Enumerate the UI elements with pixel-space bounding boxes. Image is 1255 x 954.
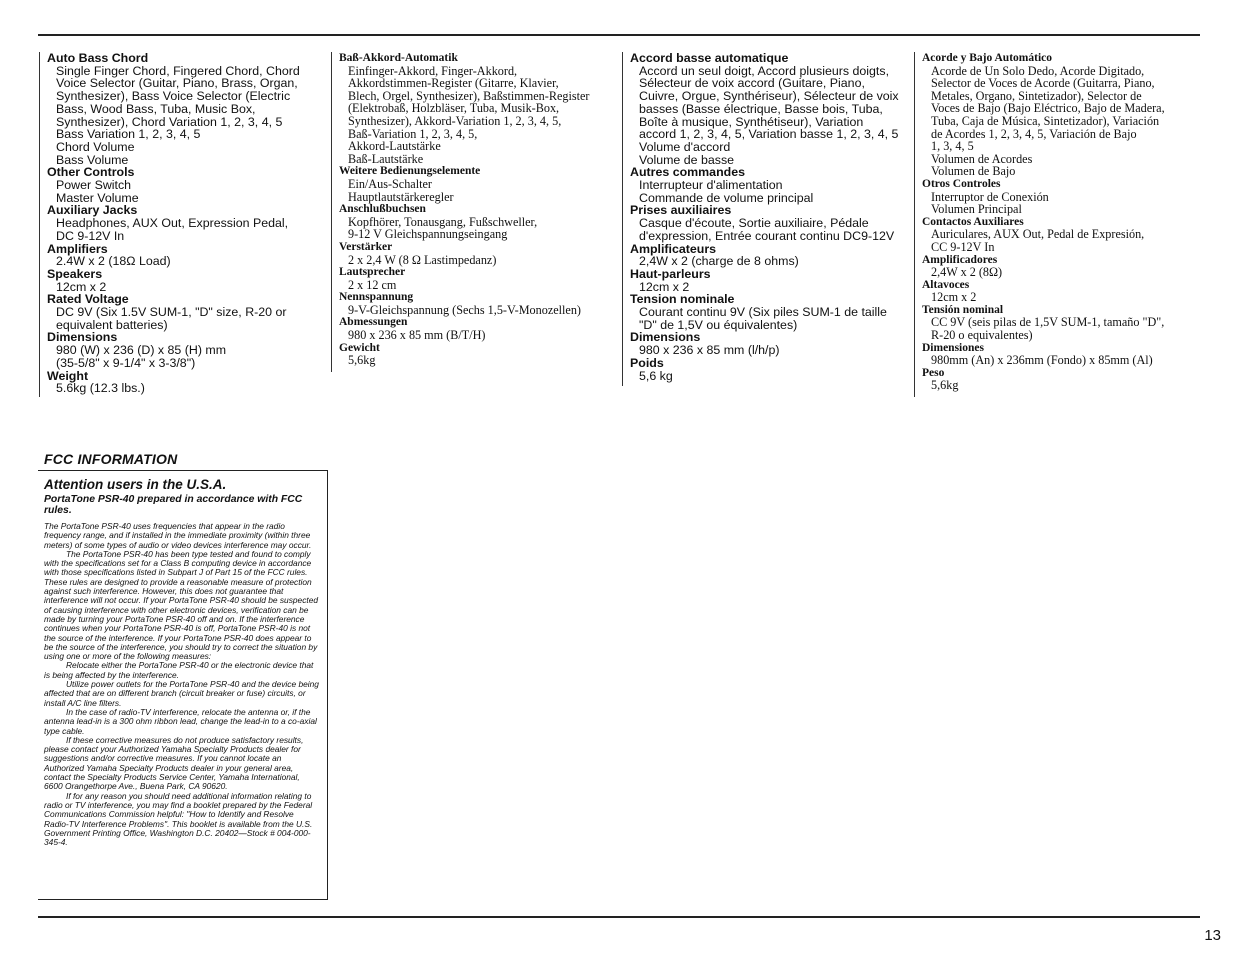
fcc-paragraph: The PortaTone PSR-40 has been type tested and found to comply with the specifications set for a Class B computing device in accordance with those specifications listed in Subpart J of Part 15 of the FCC rules. These rules are designed to provide a reasonable measure of protection against such interference. However, this does not guarantee that interference will not occur. If your PortaTone PSR-40 should be suspected of causing interference with other electronic devices, verification can be made by turning your PortaTone PSR-40 off and on. If the interference continues when your PortaTone PSR-40 is off, PortaTone PSR-40 is not the source of the interference. If your PortaTone PSR-40 does appear to be the source of the interference, you should try to correct the situation by using one or more of the following measures: bbox=[44, 548, 319, 662]
spec-heading: Weitere Bedienungselemente bbox=[339, 165, 481, 178]
spec-line: 12cm x 2 bbox=[639, 279, 690, 294]
spec-values bbox=[47, 306, 327, 331]
spec-heading: Haut-parleurs bbox=[630, 266, 711, 281]
spec-line: Volumen Principal bbox=[931, 202, 1022, 217]
spec-line: 5,6kg bbox=[348, 353, 376, 368]
spec-line: Voice Selector (Guitar, Piano, Brass, Organ, bbox=[56, 76, 298, 91]
spec-line: 9-V-Gleichspannung (Sechs 1,5-V-Monozellen) bbox=[348, 302, 581, 317]
fcc-subheading: PortaTone PSR-40 prepared in accordance with FCC rules. bbox=[44, 494, 303, 516]
spec-heading: Acorde y Bajo Automático bbox=[922, 52, 1052, 64]
spec-line: 5.6kg (12.3 lbs.) bbox=[56, 381, 145, 396]
spec-line: Kopfhörer, Tonausgang, Fußschweller, bbox=[348, 214, 538, 229]
spec-line: Volumen de Acordes bbox=[931, 151, 1033, 166]
spec-line: 2,4W x 2 (8Ω) bbox=[931, 265, 1003, 280]
spec-line: Commande de volume principal bbox=[639, 190, 814, 205]
fcc-body bbox=[44, 522, 319, 847]
spec-heading: Tensión nominal bbox=[922, 303, 1004, 316]
spec-line: 980 x 236 x 85 mm (B/T/H) bbox=[348, 328, 486, 343]
spec-line: 2,4W x 2 (charge de 8 ohms) bbox=[639, 254, 799, 269]
spec-line: Tuba, Caja de Música, Sintetizador), Variación bbox=[931, 113, 1160, 128]
spec-line: equivalent batteries) bbox=[56, 317, 168, 332]
spec-heading: Contactos Auxiliares bbox=[922, 215, 1024, 228]
spec-line: Single Finger Chord, Fingered Chord, Chord bbox=[56, 63, 300, 78]
spec-values bbox=[922, 379, 1182, 392]
spec-line: 980mm (An) x 236mm (Fondo) x 85mm (Al) bbox=[931, 353, 1153, 368]
fcc-paragraph: In the case of radio-TV interference, relocate the antenna or, if the antenna lead-in is a 300 ohm ribbon lead, change the lead-in to a co-axial type cable. bbox=[44, 706, 317, 736]
spec-line: Einfinger-Akkord, Finger-Akkord, bbox=[348, 63, 518, 78]
spec-line: basses (Basse électrique, Basse bois, Tuba, bbox=[639, 101, 883, 116]
bottom-rule bbox=[38, 916, 1200, 918]
spec-line: Blech, Orgel, Synthesizer), Baßstimmen-Register bbox=[348, 88, 590, 103]
spec-line: (35-5/8" x 9-1/4" x 3-3/8") bbox=[56, 355, 196, 370]
spec-heading: Rated Voltage bbox=[47, 292, 129, 307]
spec-values bbox=[922, 291, 1182, 304]
spec-line: Master Volume bbox=[56, 190, 139, 205]
spec-line: Synthesizer), Chord Variation 1, 2, 3, 4, 5 bbox=[56, 114, 283, 129]
spec-values bbox=[630, 217, 912, 242]
spec-line: Hauptlautstärkeregler bbox=[348, 189, 454, 204]
spec-line: Boîte à musique, Synthétiseur), Variation bbox=[639, 114, 864, 129]
spec-values bbox=[922, 316, 1182, 341]
spec-line: Sélecteur de voix accord (Guitare, Piano, bbox=[639, 76, 865, 91]
spec-line: Volumen de Bajo bbox=[931, 164, 1016, 179]
spec-values bbox=[922, 354, 1182, 367]
spec-heading: Amplifiers bbox=[47, 241, 108, 256]
spec-heading: Verstärker bbox=[339, 240, 393, 253]
spec-line: 5,6 kg bbox=[639, 368, 673, 383]
spec-line: 980 (W) x 236 (D) x 85 (H) mm bbox=[56, 343, 227, 358]
spec-line: R-20 o equivalentes) bbox=[931, 328, 1033, 343]
spec-values bbox=[339, 216, 619, 241]
spec-line: 2.4W x 2 (18Ω Load) bbox=[56, 254, 171, 269]
fcc-paragraph: Relocate either the PortaTone PSR-40 or the electronic device that is being affected by the interference. bbox=[44, 660, 314, 680]
spec-values bbox=[922, 228, 1182, 253]
spec-line: Acorde de Un Solo Dedo, Acorde Digitado, bbox=[931, 63, 1145, 78]
spec-line: Chord Volume bbox=[56, 139, 135, 154]
spec-line: CC 9-12V In bbox=[931, 239, 995, 254]
spec-line: Casque d'écoute, Sortie auxiliaire, Pédale bbox=[639, 216, 869, 231]
spec-heading: Autres commandes bbox=[630, 165, 745, 180]
spec-line: Cuivre, Orgue, Synthériseur), Sélecteur de voix bbox=[639, 89, 899, 104]
spec-line: "D" de 1,5V ou équivalentes) bbox=[639, 317, 798, 332]
spec-values bbox=[47, 344, 327, 369]
spec-line: Akkord-Lautstärke bbox=[348, 139, 441, 154]
spec-values bbox=[47, 65, 327, 167]
spec-values bbox=[339, 329, 619, 342]
spec-line: Baß-Variation 1, 2, 3, 4, 5, bbox=[348, 126, 478, 141]
fcc-heading: Attention users in the U.S.A. bbox=[44, 477, 227, 492]
spec-line: 12cm x 2 bbox=[56, 279, 107, 294]
fcc-paragraph: If for any reason you should need additional information relating to radio or TV interference, you may find a booklet prepared by the Federal Communications Commission helpful: "How to Identify and Resolve Radio-TV Interference Problems". This booklet is available from the U.S. Government Printing Office, Washington D.C. 20402—Stock # 004-000-345-4. bbox=[44, 790, 313, 848]
spec-line: Accord un seul doigt, Accord plusieurs doigts, bbox=[639, 63, 890, 78]
spec-heading: Nennspannung bbox=[339, 291, 414, 304]
spec-values bbox=[630, 370, 912, 383]
spec-heading: Anschlußbuchsen bbox=[339, 203, 426, 216]
spec-heading: Lautsprecher bbox=[339, 266, 406, 279]
spec-line: Voces de Bajo (Bajo Eléctrico, Bajo de Madera, bbox=[931, 101, 1165, 116]
spec-values bbox=[339, 354, 619, 367]
spec-heading: Accord basse automatique bbox=[630, 51, 789, 65]
spec-values bbox=[630, 306, 912, 331]
spec-line: CC 9V (seis pilas de 1,5V SUM-1, tamaño "D", bbox=[931, 315, 1165, 330]
spec-line: Headphones, AUX Out, Expression Pedal, bbox=[56, 216, 289, 231]
spec-values bbox=[630, 179, 912, 204]
spec-line: 5,6kg bbox=[931, 378, 959, 393]
spec-line: 2 x 12 cm bbox=[348, 277, 397, 292]
spec-heading: Other Controls bbox=[47, 165, 135, 180]
fcc-paragraph: Utilize power outlets for the PortaTone PSR-40 and the device being affected that are on different branch (circuit breaker or fuse) circuits, or install A/C line filters. bbox=[44, 679, 319, 708]
spec-values bbox=[922, 266, 1182, 279]
spec-heading: Altavoces bbox=[922, 278, 970, 291]
spec-line: 12cm x 2 bbox=[931, 290, 977, 305]
spec-values bbox=[922, 191, 1182, 216]
spec-column-german bbox=[331, 52, 619, 372]
spec-values bbox=[630, 65, 912, 167]
spec-line: accord 1, 2, 3, 4, 5, Variation basse 1, 2, 3, 4, 5 bbox=[639, 127, 899, 142]
spec-line: de Acordes 1, 2, 3, 4, 5, Variación de Bajo bbox=[931, 126, 1137, 141]
spec-line: Bass Volume bbox=[56, 152, 129, 167]
spec-line: Bass Variation 1, 2, 3, 4, 5 bbox=[56, 127, 201, 142]
spec-values bbox=[922, 65, 1182, 178]
spec-line: Interrupteur d'alimentation bbox=[639, 178, 783, 193]
top-rule bbox=[38, 34, 1200, 36]
spec-heading: Amplificateurs bbox=[630, 241, 717, 256]
spec-line: Synthesizer), Bass Voice Selector (Electric bbox=[56, 89, 291, 104]
spec-line: Interruptor de Conexión bbox=[931, 189, 1049, 204]
spec-heading: Baß-Akkord-Automatik bbox=[339, 52, 458, 64]
spec-column-french bbox=[622, 52, 912, 386]
spec-line: Baß-Lautstärke bbox=[348, 151, 424, 166]
spec-values bbox=[339, 254, 619, 267]
spec-heading: Weight bbox=[47, 368, 89, 383]
spec-values bbox=[339, 178, 619, 203]
spec-values bbox=[47, 382, 327, 395]
spec-heading: Dimensions bbox=[630, 330, 701, 345]
spec-heading: Poids bbox=[630, 355, 664, 370]
spec-line: 2 x 2,4 W (8 Ω Lastimpedanz) bbox=[348, 252, 497, 267]
spec-heading: Gewicht bbox=[339, 341, 380, 354]
spec-line: Volume de basse bbox=[639, 152, 735, 167]
fcc-paragraph: If these corrective measures do not produce satisfactory results, please contact your Authorized Yamaha Specialty Products dealer for suggestions and/or corrective measures. If you cannot locate an Authorized Yamaha Specialty Products dealer in your general area, contact the Specialty Products Service Center, Yamaha International, 6600 Orangethorpe Ave., Buena Park, CA 90620. bbox=[44, 734, 304, 792]
spec-values bbox=[339, 279, 619, 292]
spec-values bbox=[339, 304, 619, 317]
spec-heading: Dimensions bbox=[47, 330, 118, 345]
spec-line: Power Switch bbox=[56, 178, 132, 193]
spec-heading: Dimensiones bbox=[922, 341, 984, 354]
spec-heading: Abmessungen bbox=[339, 316, 408, 329]
spec-line: DC 9-12V In bbox=[56, 228, 125, 243]
spec-line: 980 x 236 x 85 mm (l/h/p) bbox=[639, 343, 780, 358]
spec-heading: Prises auxiliaires bbox=[630, 203, 732, 218]
spec-column-spanish bbox=[914, 52, 1182, 397]
spec-line: Auriculares, AUX Out, Pedal de Expresión, bbox=[931, 227, 1145, 242]
spec-line: DC 9V (Six 1.5V SUM-1, "D" size, R-20 or bbox=[56, 305, 287, 320]
page-number: 13 bbox=[1204, 927, 1221, 944]
spec-line: Selector de Voces de Acorde (Guitarra, Piano, bbox=[931, 76, 1155, 91]
spec-values bbox=[630, 344, 912, 357]
spec-line: Metales, Organo, Sintetizador), Selector de bbox=[931, 88, 1142, 103]
fcc-notice-box bbox=[38, 470, 328, 900]
fcc-title: FCC INFORMATION bbox=[44, 451, 178, 467]
spec-values bbox=[47, 179, 327, 204]
spec-column-english bbox=[39, 52, 327, 397]
spec-heading: Peso bbox=[922, 366, 945, 379]
fcc-paragraph: The PortaTone PSR-40 uses frequencies that appear in the radio frequency range, and if installed in the immediate proximity (within three meters) of some types of audio or video devices interference may occur. bbox=[44, 521, 312, 550]
spec-line: d'expression, Entrée courant continu DC9-12V bbox=[639, 228, 895, 243]
spec-line: 1, 3, 4, 5 bbox=[931, 139, 974, 154]
spec-values bbox=[47, 217, 327, 242]
spec-line: Volume d'accord bbox=[639, 139, 731, 154]
spec-heading: Tension nominale bbox=[630, 292, 735, 307]
spec-heading: Auxiliary Jacks bbox=[47, 203, 138, 218]
spec-line: Akkordstimmen-Register (Gitarre, Klavier, bbox=[348, 76, 559, 91]
spec-heading: Speakers bbox=[47, 266, 103, 281]
spec-line: Bass, Wood Bass, Tuba, Music Box, bbox=[56, 101, 256, 116]
spec-line: Ein/Aus-Schalter bbox=[348, 176, 432, 191]
spec-heading: Amplificadores bbox=[922, 253, 998, 266]
spec-heading: Auto Bass Chord bbox=[47, 51, 149, 65]
spec-line: Courant continu 9V (Six piles SUM-1 de taille bbox=[639, 305, 887, 320]
spec-values bbox=[339, 65, 619, 166]
spec-line: Synthesizer), Akkord-Variation 1, 2, 3, 4, 5, bbox=[348, 113, 562, 128]
spec-heading: Otros Controles bbox=[922, 177, 1001, 190]
spec-line: (Elektrobaß, Holzbläser, Tuba, Musik-Box, bbox=[348, 101, 560, 116]
spec-line: 9-12 V Gleichspannungseingang bbox=[348, 227, 508, 242]
